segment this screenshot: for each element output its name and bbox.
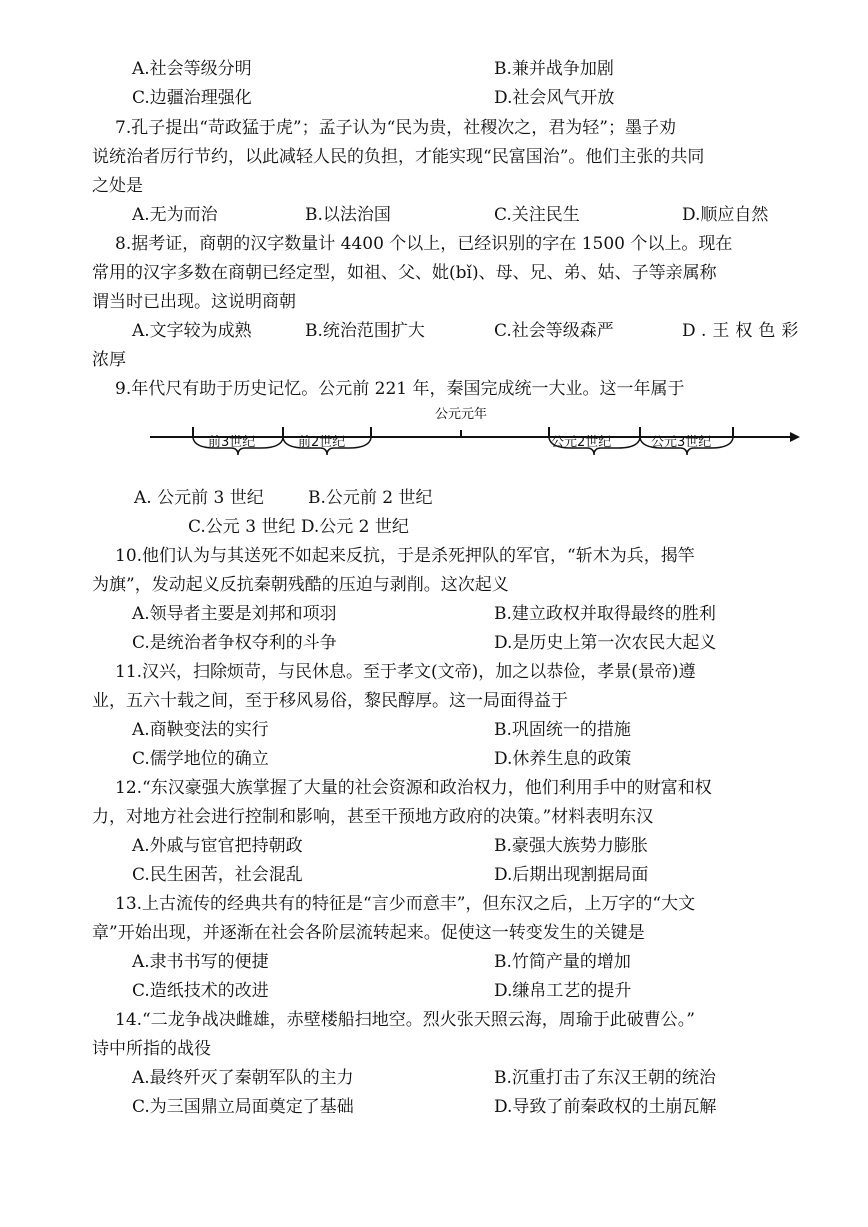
- q10-option-c: C.是统治者争权夺利的斗争: [132, 633, 337, 653]
- q11-option-c: C.儒学地位的确立: [132, 749, 269, 769]
- q14-stem-line1: 14.“二龙争战决雌雄，赤壁楼船扫地空。烈火张天照云海，周瑜于此破曹公。”: [115, 1010, 695, 1030]
- q8-option-b: B.统治范围扩大: [305, 321, 425, 341]
- q9-stem: 9.年代尺有助于历史记忆。公元前 221 年，秦国完成统一大业。这一年属于: [115, 379, 685, 399]
- timeline-origin-label: 公元元年: [434, 407, 488, 422]
- q7-option-a: A.无为而治: [132, 205, 218, 225]
- q13-option-a: A.隶书书写的便捷: [132, 952, 269, 972]
- q8-stem-line2: 常用的汉字多数在商朝已经定型，如祖、父、妣(bǐ)、母、兄、弟、姑、子等亲属称: [92, 263, 717, 283]
- q9-option-b: B.公元前 2 世纪: [308, 488, 433, 508]
- q14-stem-line2: 诗中所指的战役: [92, 1039, 211, 1059]
- timeline-label-bc2: 前2世纪: [298, 435, 346, 450]
- q14-option-b: B.沉重打击了东汉王朝的统治: [494, 1068, 716, 1088]
- q6-option-d: D.社会风气开放: [494, 88, 615, 108]
- q13-stem-line1: 13.上古流传的经典共有的特征是“言少而意丰”，但东汉之后，上万字的“大文: [115, 894, 696, 914]
- q9-option-c-d: C.公元 3 世纪 D.公元 2 世纪: [188, 517, 409, 537]
- q11-option-a: A.商鞅变法的实行: [132, 720, 269, 740]
- q12-option-c: C.民生困苦，社会混乱: [132, 865, 303, 885]
- q13-option-c: C.造纸技术的改进: [132, 981, 269, 1001]
- q6-option-a: A.社会等级分明: [132, 59, 252, 79]
- q8-option-d: D.王权色彩: [682, 321, 805, 341]
- q7-option-c: C.关注民生: [494, 205, 580, 225]
- q8-stem-line1: 8.据考证，商朝的汉字数量计 4400 个以上，已经识别的字在 1500 个以上。现在: [115, 234, 733, 254]
- q14-option-c: C.为三国鼎立局面奠定了基础: [132, 1097, 354, 1117]
- q11-stem-line2: 业，五六十载之间，至于移风易俗，黎民醇厚。这一局面得益于: [92, 691, 568, 711]
- timeline-label-ad3: 公元3世纪: [651, 435, 712, 450]
- q13-option-b: B.竹简产量的增加: [494, 952, 631, 972]
- q11-option-b: B.巩固统一的措施: [494, 720, 631, 740]
- q13-stem-line2: 章”开始出现，并逐渐在社会各阶层流转起来。促使这一转变发生的关键是: [92, 923, 645, 943]
- q8-option-d-continued: 浓厚: [92, 350, 126, 370]
- q14-option-d: D.导致了前秦政权的土崩瓦解: [494, 1097, 717, 1117]
- timeline-label-ad2: 公元2世纪: [551, 435, 612, 450]
- q12-option-a: A.外戚与宦官把持朝政: [132, 836, 303, 856]
- q7-stem-line2: 说统治者厉行节约，以此减轻人民的负担，才能实现“民富国治”。他们主张的共同: [92, 147, 705, 167]
- q12-option-b: B.豪强大族势力膨胀: [494, 836, 648, 856]
- q9-option-a: A. 公元前 3 世纪: [134, 488, 264, 508]
- q12-option-d: D.后期出现割据局面: [494, 865, 649, 885]
- q7-stem-line1: 7.孔子提出“苛政猛于虎”；孟子认为“民为贵，社稷次之，君为轻”；墨子劝: [115, 118, 676, 138]
- q7-option-d: D.顺应自然: [682, 205, 769, 225]
- q7-stem-line3: 之处是: [92, 176, 143, 196]
- q10-option-a: A.领导者主要是刘邦和项羽: [132, 604, 337, 624]
- q8-option-c: C.社会等级森严: [494, 321, 614, 341]
- q10-option-b: B.建立政权并取得最终的胜利: [494, 604, 716, 624]
- q8-stem-line3: 谓当时已出现。这说明商朝: [92, 292, 296, 312]
- q7-option-b: B.以法治国: [305, 205, 391, 225]
- q11-option-d: D.休养生息的政策: [494, 749, 632, 769]
- q10-stem-line1: 10.他们认为与其送死不如起来反抗，于是杀死押队的军官，“斩木为兵，揭竿: [115, 546, 695, 566]
- q14-option-a: A.最终歼灭了秦朝军队的主力: [132, 1068, 354, 1088]
- q8-option-a: A.文字较为成熟: [132, 321, 252, 341]
- q12-stem-line1: 12.“东汉豪强大族掌握了大量的社会资源和政治权力，他们利用手中的财富和权: [115, 778, 712, 798]
- timeline-label-bc3: 前3世纪: [208, 435, 256, 450]
- q10-stem-line2: 为旗”，发动起义反抗秦朝残酷的压迫与剥削。这次起义: [92, 575, 509, 595]
- q6-option-c: C.边疆治理强化: [132, 88, 252, 108]
- timeline-arrow-icon: [790, 432, 800, 442]
- q6-option-b: B.兼并战争加剧: [494, 59, 614, 79]
- q11-stem-line1: 11.汉兴，扫除烦苛，与民休息。至于孝文(文帝)，加之以恭俭，孝景(景帝)遵: [115, 662, 696, 682]
- q10-option-d: D.是历史上第一次农民大起义: [494, 633, 717, 653]
- q13-option-d: D.缣帛工艺的提升: [494, 981, 632, 1001]
- q12-stem-line2: 力，对地方社会进行控制和影响，甚至干预地方政府的决策。”材料表明东汉: [92, 807, 654, 827]
